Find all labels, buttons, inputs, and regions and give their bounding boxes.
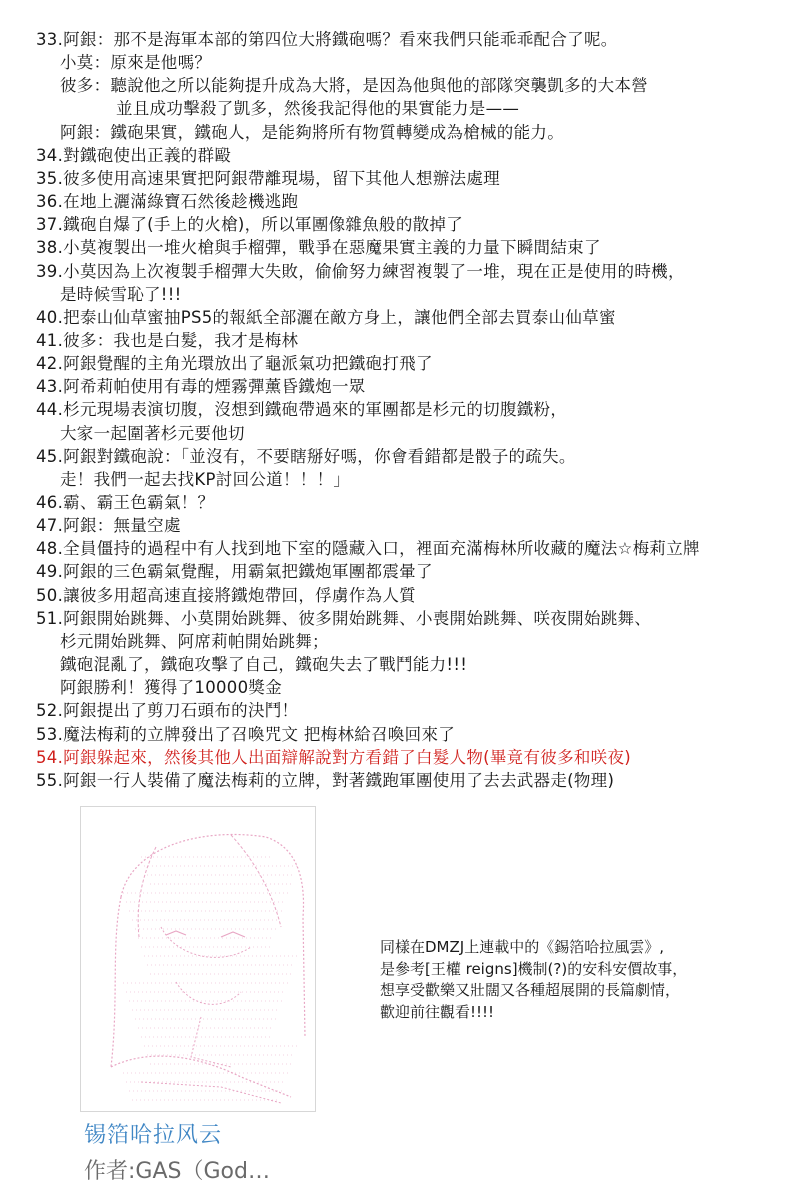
promo-line: 想享受歡樂又壯闊又各種超展開的長篇劇情，: [380, 981, 681, 999]
text-line: 51.阿銀開始跳舞、小莫開始跳舞、彼多開始跳舞、小喪開始跳舞、咲夜開始跳舞、: [36, 608, 652, 628]
text-line: 44.杉元現場表演切腹，沒想到鐵砲帶過來的軍團都是杉元的切腹鐵粉，: [36, 400, 568, 420]
text-line: 杉元開始跳舞、阿席莉帕開始跳舞；: [60, 631, 329, 651]
text-line: 並且成功擊殺了凱多，然後我記得他的果實能力是——: [116, 99, 520, 119]
text-line: 37.鐵砲自爆了(手上的火槍)，所以軍團像雜魚般的散掉了: [36, 215, 464, 235]
thumbnail-author: 作者:GAS（God…: [84, 1159, 270, 1184]
text-line: 40.把泰山仙草蜜抽PS5的報紙全部灑在敵方身上，讓他們全部去買泰山仙草蜜: [36, 307, 616, 327]
text-line: 39.小莫因為上次複製手榴彈大失敗，偷偷努力練習複製了一堆，現在正是使用的時機，: [36, 261, 685, 281]
text-line: 鐵砲混亂了，鐵砲攻擊了自己，鐵砲失去了戰鬥能力!!!: [60, 655, 468, 675]
text-line: 35.彼多使用高速果實把阿銀帶離現場，留下其他人想辦法處理: [36, 168, 500, 188]
promo-line: 是參考[王權 reigns]機制(?)的安科安價故事，: [380, 959, 688, 978]
text-line: 42.阿銀覺醒的主角光環放出了龜派氣功把鐵砲打飛了: [36, 354, 433, 374]
ascii-art-illustration: [81, 807, 317, 1113]
text-line: 彼多：聽說他之所以能夠提升成為大將，是因為他與他的部隊突襲凱多的大本營: [60, 76, 648, 96]
text-line: 43.阿希莉帕使用有毒的煙霧彈薰昏鐵炮一眾: [36, 377, 366, 397]
text-line: 49.阿銀的三色霸氣覺醒，用霸氣把鐵炮軍團都震暈了: [36, 562, 433, 582]
promo-line: 歡迎前往觀看!!!!: [380, 1002, 495, 1021]
promo-line: 同樣在DMZJ上連載中的《錫箔哈拉風雲》,: [380, 938, 664, 956]
text-line: 55.阿銀一行人裝備了魔法梅莉的立牌，對著鐵跑軍團使用了去去武器走(物理): [36, 770, 615, 790]
text-line: 50.讓彼多用超高速直接將鐵炮帶回，俘虜作為人質: [36, 585, 416, 605]
thumbnail-title[interactable]: 锡箔哈拉风云: [84, 1123, 223, 1148]
text-line: 52.阿銀提出了剪刀石頭布的決鬥！: [36, 701, 299, 721]
text-line: 33.阿銀：那不是海軍本部的第四位大將鐵砲嗎？看來我們只能乖乖配合了呢。: [36, 30, 618, 49]
text-line: 54.阿銀躲起來，然後其他人出面辯解說對方看錯了白髮人物(畢竟有彼多和咲夜): [36, 747, 632, 767]
manga-thumbnail[interactable]: [80, 806, 316, 1112]
text-line: 36.在地上灑滿綠寶石然後趁機逃跑: [36, 192, 299, 212]
text-line: 41.彼多：我也是白髮，我才是梅林: [36, 330, 299, 350]
text-line: 大家一起圍著杉元要他切: [60, 423, 245, 443]
text-line: 48.全員僵持的過程中有人找到地下室的隱藏入口，裡面充滿梅林所收藏的魔法☆梅莉立牌: [36, 539, 700, 559]
text-line: 34.對鐵砲使出正義的群毆: [36, 145, 232, 165]
text-line: 53.魔法梅莉的立牌發出了召喚咒文 把梅林給召喚回來了: [36, 724, 456, 744]
text-line: 阿銀：鐵砲果實，鐵砲人，是能夠將所有物質轉變成為槍械的能力。: [60, 122, 564, 142]
text-line: 小莫：原來是他嗎？: [60, 53, 212, 73]
text-line: 46.霸、霸王色霸氣！？: [36, 493, 215, 512]
text-line: 38.小莫複製出一堆火槍與手榴彈，戰爭在惡魔果實主義的力量下瞬間結束了: [36, 238, 601, 258]
text-line: 45.阿銀對鐵砲說：「並沒有，不要瞎掰好嗎，你會看錯都是骰子的疏失。: [36, 446, 576, 466]
text-line: 是時候雪恥了!!!: [60, 284, 182, 304]
text-line: 走！我們一起去找KP討回公道！！！」: [60, 469, 351, 489]
text-line: 阿銀勝利！獲得了10000獎金: [60, 678, 282, 698]
text-line: 47.阿銀：無量空處: [36, 516, 181, 536]
